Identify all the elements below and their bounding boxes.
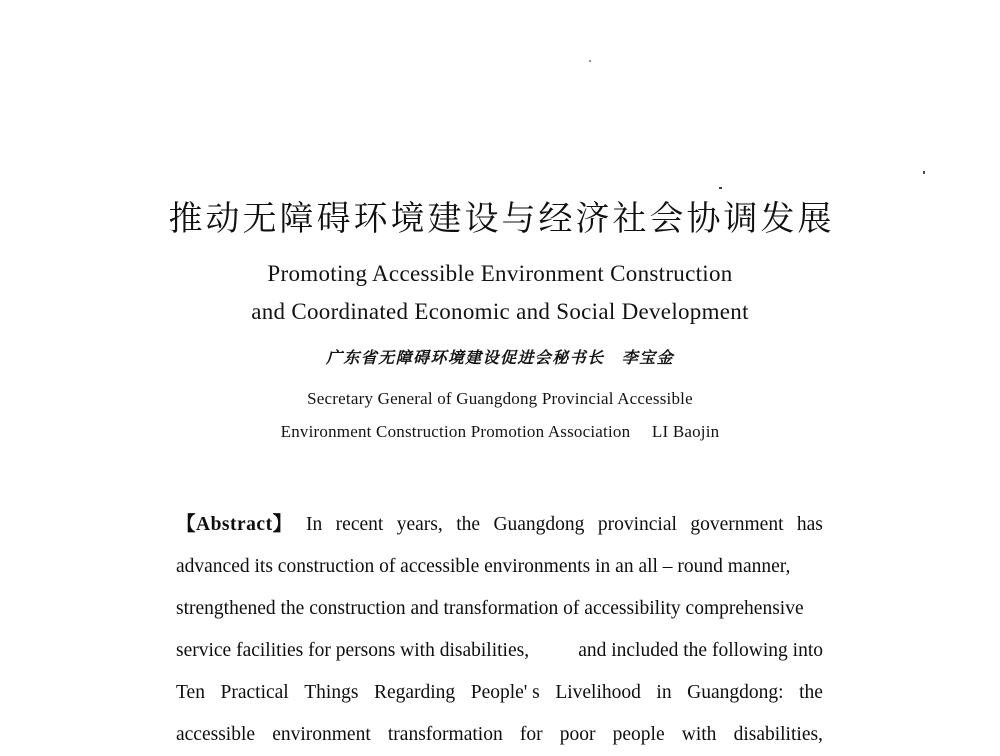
abstract-line [176,630,823,672]
abstract-word: People' s [470,682,540,703]
abstract-word: poor [559,724,596,745]
abstract-word: for [519,724,543,745]
abstract-word: recent [335,514,384,535]
abstract-word: Regarding [373,682,456,703]
scan-speckle-artifact [719,187,722,189]
author-affiliation-chinese: 广东省无障碍环境建设促进会秘书长 李宝金 [325,348,674,367]
abstract-word: environment [272,724,371,745]
abstract-word: Practical [220,682,289,703]
abstract-word: Guangdong: [687,682,784,703]
abstract-block [176,504,823,756]
page-title-chinese: 推动无障碍环境建设与经济社会协调发展 [168,199,835,239]
abstract-line [176,714,823,756]
abstract-word: Things [304,682,359,703]
abstract-line-text: advanced its construction of accessible environments in an all – round manner, [176,556,791,577]
abstract-word: the [799,682,823,703]
abstract-line-text: and included the following into [578,640,823,661]
abstract-word: has [796,514,823,535]
abstract-word: government [690,514,784,535]
abstract-word: In [306,514,323,535]
abstract-line-text: strengthened the construction and transformation of accessibility comprehensive [176,598,804,619]
abstract-label: 【Abstract】 [176,514,293,535]
abstract-line [176,504,823,546]
abstract-word: people [612,724,665,745]
abstract-line [176,546,823,588]
page-title-english-line-2: and Coordinated Economic and Social Development [251,299,749,324]
abstract-line [176,588,823,630]
scan-speckle-artifact [589,60,591,62]
abstract-word: in [656,682,672,703]
abstract-word: disabilities, [733,724,823,745]
abstract-word: with [681,724,717,745]
abstract-word: years, [396,514,443,535]
abstract-word: transformation [387,724,503,745]
author-affiliation-english-line-2: Environment Construction Promotion Association LI Baojin [280,422,720,441]
abstract-line [176,672,823,714]
abstract-word: provincial [597,514,677,535]
author-affiliation-english-line-1: Secretary General of Guangdong Provincial Accessible [307,389,693,408]
abstract-word: Guangdong [493,514,585,535]
abstract-line-text: service facilities for persons with disabilities, [176,640,530,661]
abstract-word: Ten [176,682,205,703]
abstract-word: Livelihood [555,682,641,703]
page-title-english [0,255,1000,331]
abstract-word: the [456,514,481,535]
scan-speckle-artifact [923,171,925,174]
abstract-word: accessible [176,724,256,745]
page-title-english-line-1: Promoting Accessible Environment Construction [267,261,733,286]
author-affiliation-english [0,382,1000,448]
